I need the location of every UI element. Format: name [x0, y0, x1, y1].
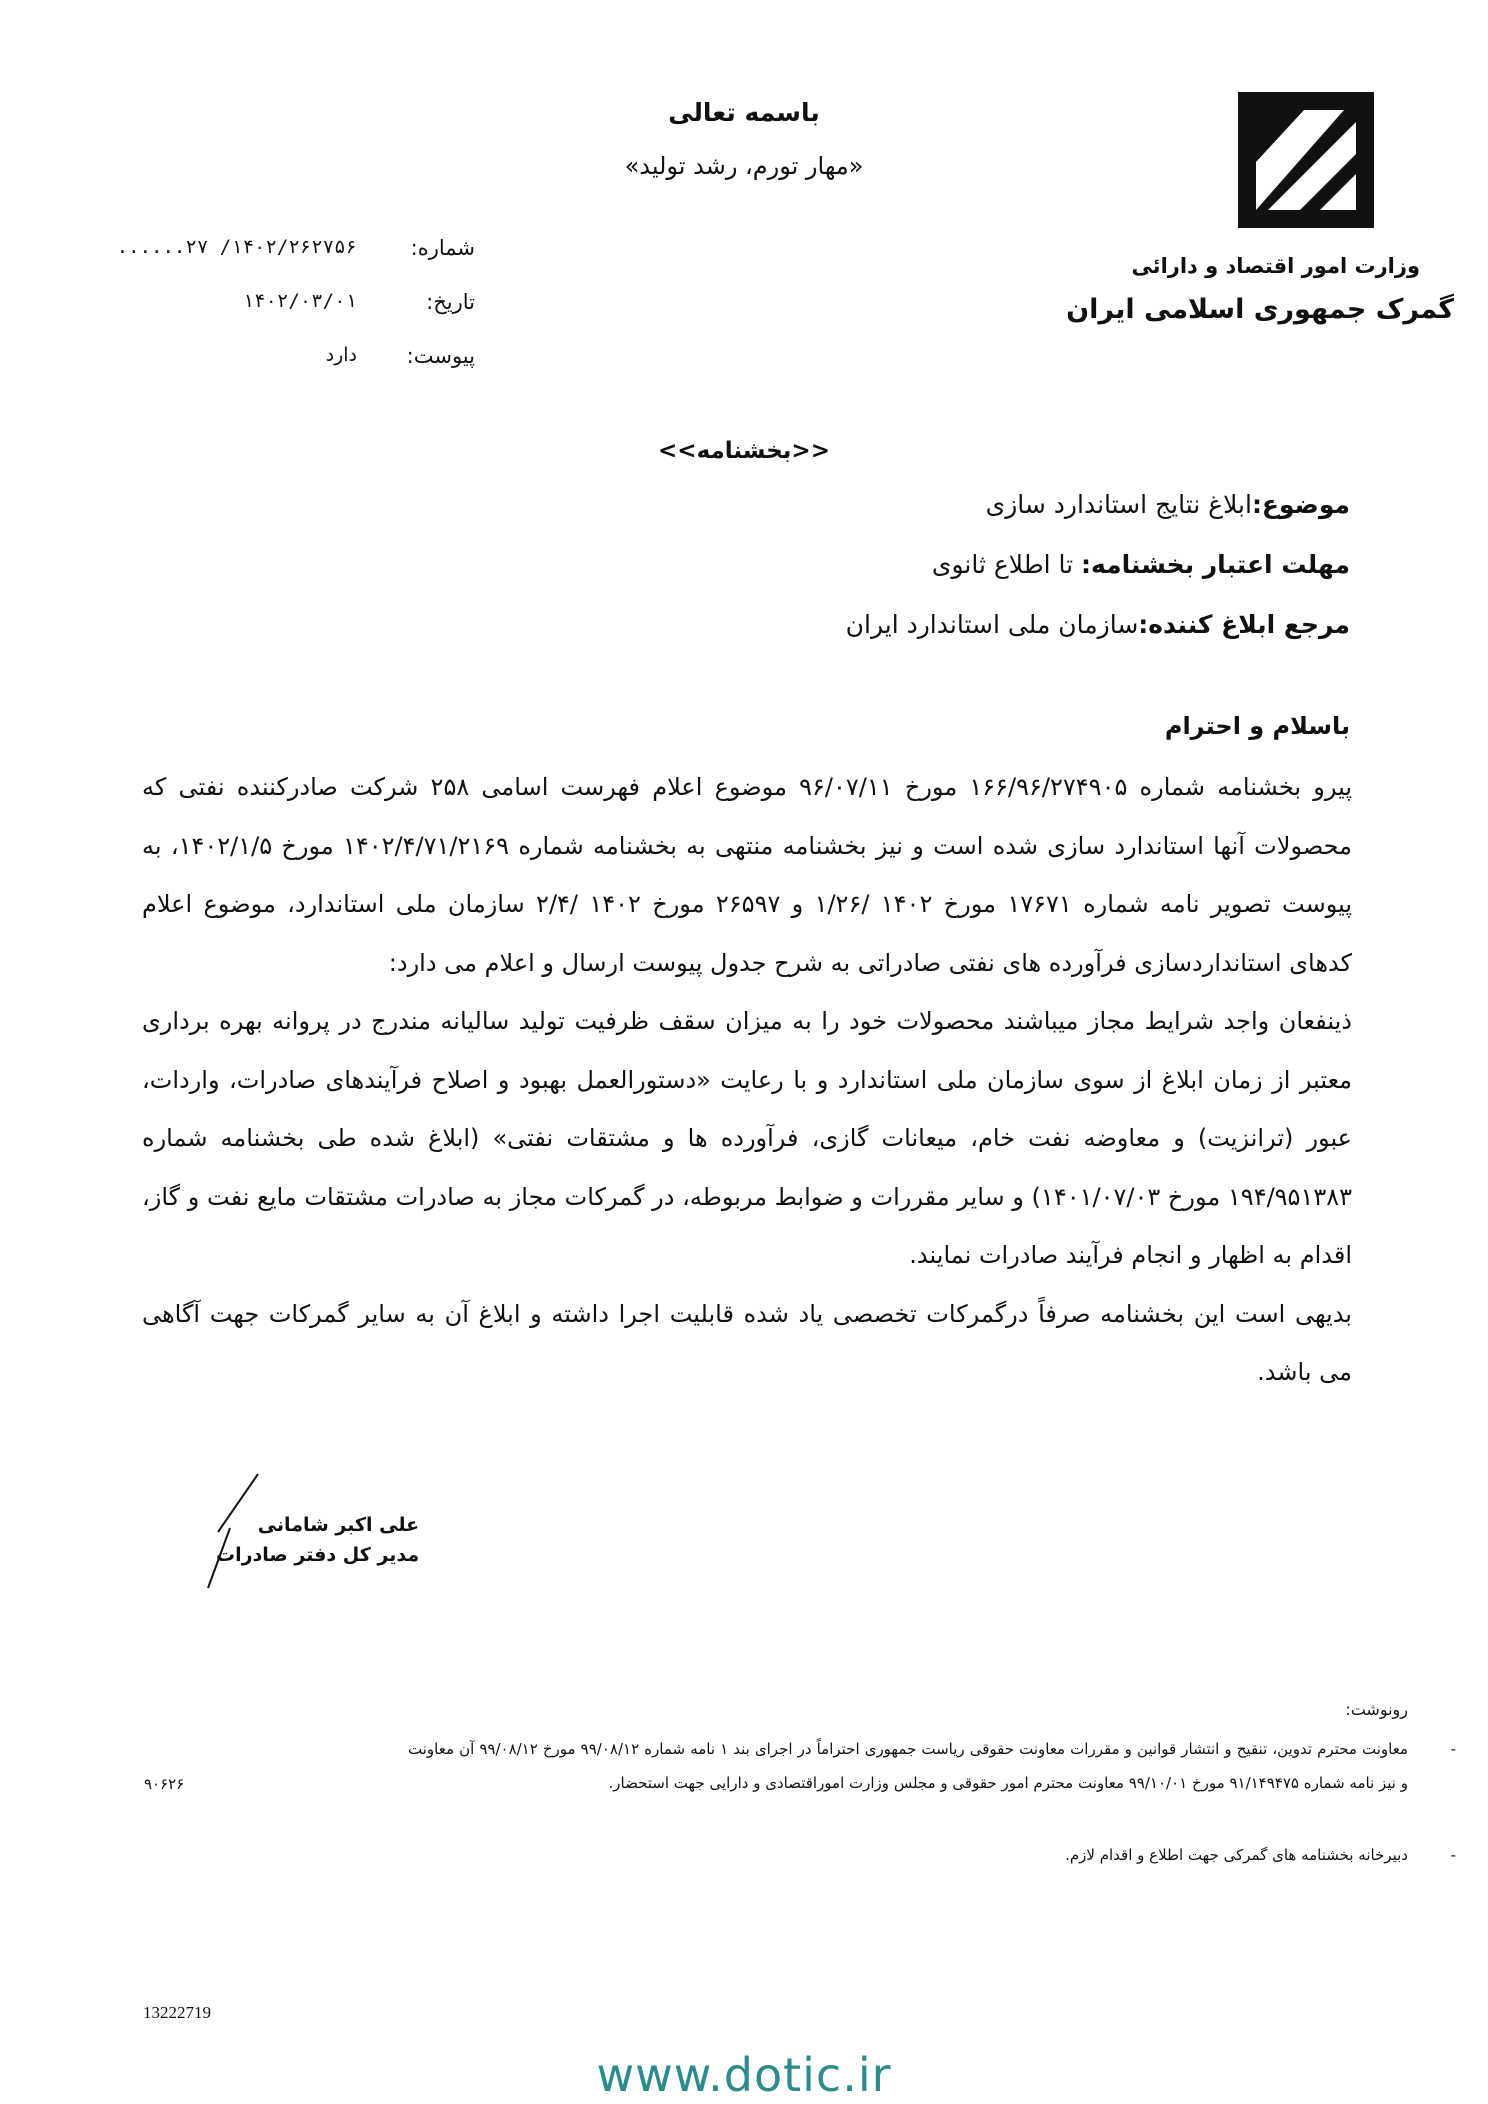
authority-field — [846, 610, 1350, 639]
cc-item-text: معاونت محترم تدوین، تنقیح و انتشار قوانین و مقررات معاونت حقوقی ریاست جمهوری احتراماً در اجرای بند ۱ نامه شماره ۹۹/۰۸/۱۲ مورخ ۹۹/۰۸/۱۲ آن معاونت و نیز نامه شماره ۹۱/۱۴۹۴۷۵ مورخ ۹۹/۱۰/۰۱ معاونت محترم امور حقوقی و مجلس وزارت اموراقتصادی و دارایی جهت استحضار. — [408, 1740, 1409, 1792]
slogan: «مهار تورم، رشد تولید» — [624, 152, 864, 180]
attachment-row — [135, 344, 475, 380]
signature-block — [216, 1510, 419, 1570]
cc-item — [408, 1732, 1456, 1800]
letter-number-row — [116, 236, 475, 272]
cc-dash: - — [1450, 1740, 1456, 1758]
document-code: ۹۰۶۲۶ — [144, 1775, 185, 1793]
attachment-label: پیوست: — [406, 344, 475, 368]
greeting: باسلام و احترام — [1164, 712, 1350, 740]
subject-label: موضوع: — [1251, 490, 1350, 519]
signatory-title: مدیر کل دفتر صادرات — [216, 1544, 420, 1566]
body-paragraph: بدیهی است این بخشنامه صرفاً درگمرکات تخصصی یاد شده قابلیت اجرا داشته و ابلاغ آن به سایر گمرکات جهت آگاهی می باشد. — [142, 1299, 1352, 1386]
customs-name: گمرک جمهوری اسلامی ایران — [1066, 294, 1454, 325]
cc-dash: - — [1450, 1846, 1456, 1864]
circular-title: <<بخشنامه>> — [658, 438, 830, 464]
date-label: تاریخ: — [426, 290, 475, 314]
body-paragraph: ذینفعان واجد شرایط مجاز میباشند محصولات خود را به میزان سقف ظرفیت تولید سالیانه مندرج در پروانه بهره برداری معتبر از زمان ابلاغ از سوی سازمان ملی استاندارد و با رعایت «دستورالعمل بهبود و اصلاح فرآیندهای صادرات، واردات، عبور (ترانزیت) و معاوضه نفت خام، میعانات گازی، فرآورده ها و مشتقات نفتی» (ابلاغ شده طی بخشنامه شماره ۱۹۴/۹۵۱۳۸۳ مورخ ۱۴۰۱/۰۷/۰۳) و سایر مقررات و ضوابط مربوطه، در گمرکات مجاز به صادرات مشتقات مایع نفت و گاز، اقدام به اظهار و انجام فرآیند صادرات نمایند. — [142, 1007, 1353, 1269]
ministry-name: وزارت امور اقتصاد و دارائی — [1131, 254, 1420, 278]
letter-date-row — [135, 290, 475, 326]
bismillah-heading: باسمه تعالی — [668, 98, 820, 127]
body-paragraph: پیرو بخشنامه شماره ۱۶۶/۹۶/۲۷۴۹۰۵ مورخ ۹۶/۰۷/۱۱ موضوع اعلام فهرست اسامی ۲۵۸ شرکت صادرکننده نفتی که محصولات آنها استاندارد سازی شده است و نیز بخشنامه منتهی به بخشنامه شماره ۱۴۰۲/۴/۷۱/۲۱۶۹ مورخ ۱۴۰۲/۱/۵، به پیوست تصویر نامه شماره ۱۷۶۷۱ مورخ ۱۴۰۲ /۱/۲۶ و ۲۶۵۹۷ مورخ ۱۴۰۲ /۲/۴ سازمان ملی استاندارد، موضوع اعلام کدهای استانداردسازی فرآورده های نفتی صادراتی به شرح جدول پیوست ارسال و اعلام می دارد: — [142, 773, 1353, 977]
cc-item — [408, 1838, 1456, 1872]
number-label: شماره: — [410, 236, 475, 260]
subject-value: ابلاغ نتایج استاندارد سازی — [985, 490, 1252, 519]
cc-title: رونوشت: — [1345, 1700, 1408, 1719]
website-watermark: www.dotic.ir — [596, 2048, 892, 2102]
number-value: ۱۴۰۲/۲۶۲۷۵۶/ ۲۷...... — [116, 236, 357, 258]
validity-field — [932, 550, 1350, 579]
validity-value: تا اطلاع ثانوی — [931, 550, 1082, 579]
signatory-name: علی اکبر شامانی — [257, 1514, 420, 1536]
cc-item-text: دبیرخانه بخشنامه های گمرکی جهت اطلاع و اقدام لازم. — [1065, 1846, 1408, 1864]
validity-label: مهلت اعتبار بخشنامه: — [1081, 550, 1350, 579]
authority-label: مرجع ابلاغ کننده: — [1138, 610, 1350, 639]
letter-body — [142, 758, 1352, 1402]
subject-field — [986, 490, 1350, 519]
authority-value: سازمان ملی استاندارد ایران — [845, 610, 1139, 639]
date-value: ۱۴۰۲/۰۳/۰۱ — [242, 290, 357, 312]
barcode-number: 13222719 — [143, 2003, 211, 2022]
attachment-value: دارد — [325, 344, 357, 366]
